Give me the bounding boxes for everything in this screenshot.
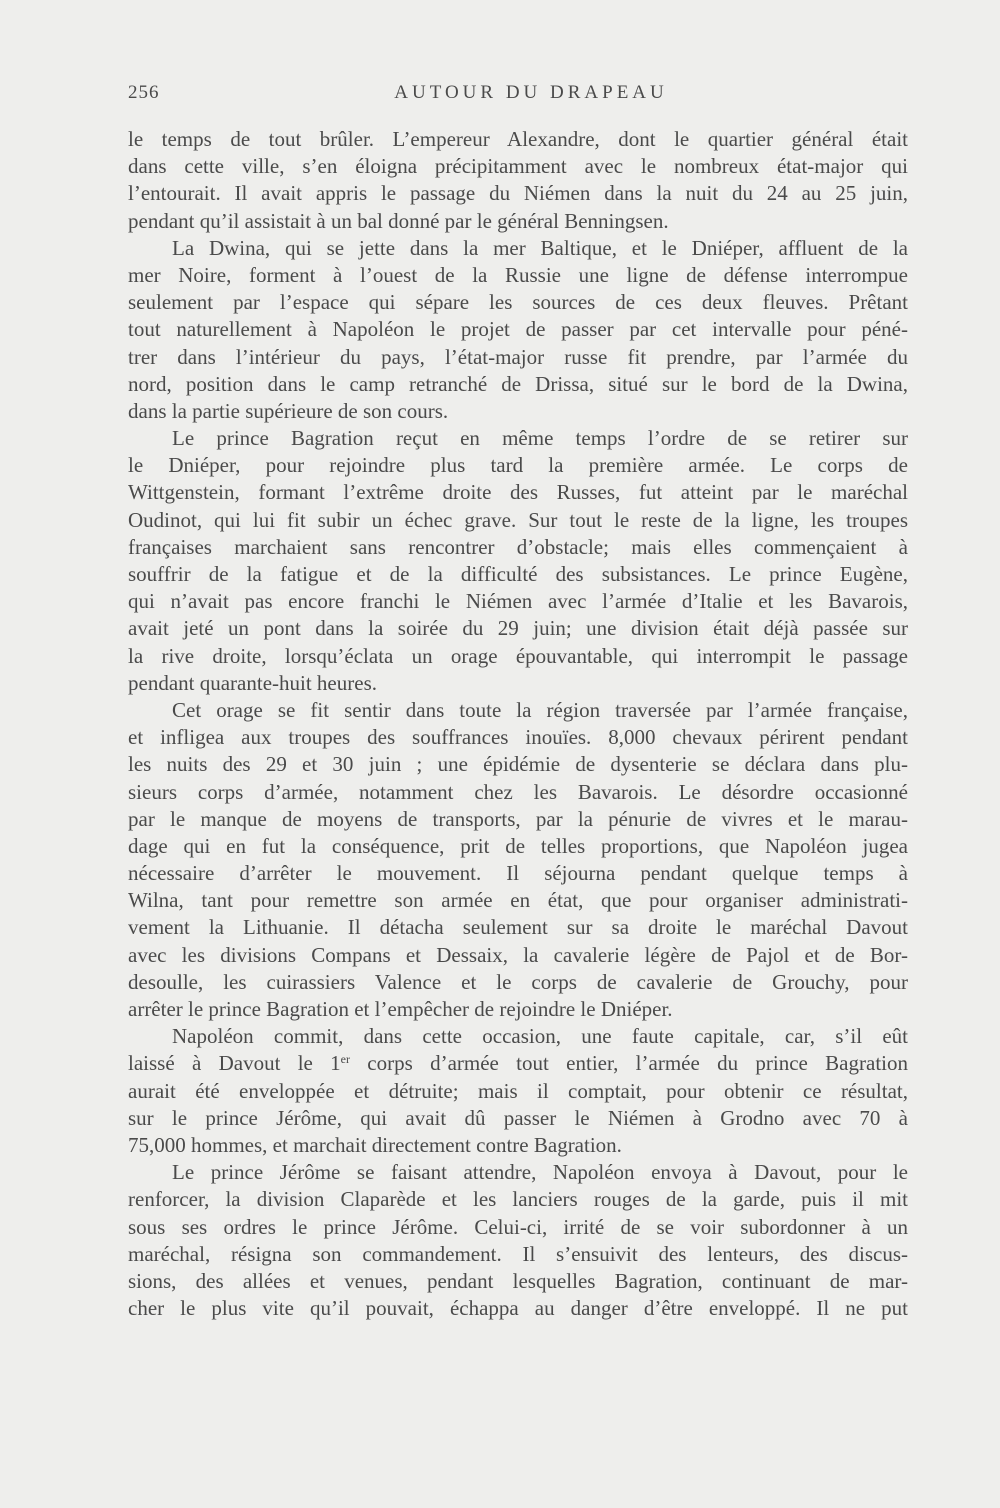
text-line: le Dniéper, pour rejoindre plus tard la première armée. Le corps de [128,453,908,478]
text-line: et infligea aux troupes des souffrances inouïes. 8,000 chevaux périrent pendant [128,725,908,750]
text-line: avait jeté un pont dans la soirée du 29 juin; une division était déjà passée sur [128,616,908,641]
running-title: AUTOUR DU DRAPEAU [394,82,668,103]
page-number: 256 [128,82,160,103]
text-line: nord, position dans le camp retranché de Drissa, situé sur le bord de la Dwina, [128,371,908,396]
text-line: souffrir de la fatigue et de la difficulté des subsistances. Le prince Eugène, [128,562,908,586]
text-line: desoulle, les cuirassiers Valence et le corps de cavalerie de Grouchy, pour [128,969,908,994]
text-line: seulement par l’espace qui sépare les sources de ces deux fleuves. Prêtant [128,290,908,315]
text-line: avec les divisions Compans et Dessaix, la cavalerie légère de Pajol et de Bor- [128,942,908,967]
text-line: renforcer, la division Claparède et les lanciers rouges de la garde, puis il mit [128,1187,908,1212]
text-line: sions, des allées et venues, pendant lesquelles Bagration, continuant de mar- [128,1268,908,1293]
text-line: maréchal, résigna son commandement. Il s’ensuivit des lenteurs, des discus- [128,1241,908,1266]
text-line: arrêter le prince Bagration et l’empêcher de rejoindre le Dniéper. [128,997,673,1021]
paragraph-first-line: Le prince Jérôme se faisant attendre, Napoléon envoya à Davout, pour le [172,1160,908,1185]
text-line: sieurs corps d’armée, notamment chez les Bavarois. Le désordre occasionné [128,779,908,804]
text-fragment: laissé à Davout le [128,1051,331,1076]
paragraph-first-line: Le prince Bagration reçut en même temps l’ordre de se retirer sur [172,426,908,451]
text-line: Wilna, tant pour remettre son armée en état, que pour organiser administrati- [128,888,908,913]
text-line: les nuits des 29 et 30 juin ; une épidémie de dysenterie se déclara dans plu- [128,752,908,777]
text-line: Oudinot, qui lui fit subir un échec grave. Sur tout le reste de la ligne, les troupes [128,507,908,532]
text-line: 75,000 hommes, et marchait directement contre Bagration. [128,1132,622,1157]
paragraph-first-line: La Dwina, qui se jette dans la mer Baltique, et le Dniéper, affluent de la [172,235,908,260]
text-line: françaises marchaient sans rencontrer d’obstacle; mais elles commençaient à [128,534,908,559]
text-fragment: corps d’armée tout entier, l’armée du prince Bagration [350,1051,908,1076]
text-line: vement la Lithuanie. Il détacha seulement sur sa droite le maréchal Davout [128,915,908,940]
text-line: pendant qu’il assistait à un bal donné par le général Benningsen. [128,208,669,233]
text-line: le temps de tout brûler. L’empereur Alexandre, dont le quartier général était [128,127,908,151]
text-line: dage qui en fut la conséquence, prit de telles proportions, que Napoléon jugea [128,833,908,858]
text-line: mer Noire, forment à l’ouest de la Russie une ligne de défense interrompue [128,262,908,287]
text-line: dans cette ville, s’en éloigna précipitamment avec le nombreux état-major qui [128,154,908,179]
text-line: qui n’avait pas encore franchi le Niémen avec l’armée d’Italie et les Bavarois, [128,589,908,614]
text-line: pendant quarante-huit heures. [128,670,377,695]
text-line: sur le prince Jérôme, qui avait dû passer le Niémen à Grodno avec 70 à [128,1105,908,1130]
ordinal-number: 1 [330,1051,341,1076]
text-line: dans la partie supérieure de son cours. [128,398,449,423]
text-line: sous ses ordres le prince Jérôme. Celui-ci, irrité de se voir subordonner à un [128,1214,908,1239]
text-line: la rive droite, lorsqu’éclata un orage épouvantable, qui interrompit le passage [128,643,908,668]
text-line: trer dans l’intérieur du pays, l’état-major russe fit prendre, par l’armée du [128,344,908,369]
text-line: Wittgenstein, formant l’extrême droite des Russes, fut atteint par le maréchal [128,480,908,505]
running-head [128,82,908,112]
text-line: par le manque de moyens de transports, par la pénurie de vivres et le marau- [128,806,908,831]
text-line-with-ordinal [128,1050,908,1077]
text-line: nécessaire d’arrêter le mouvement. Il séjourna pendant quelque temps à [128,861,908,886]
ordinal-superscript: er [340,1052,350,1067]
body-text [128,126,908,1322]
text-line: l’entourait. Il avait appris le passage du Niémen dans la nuit du 24 au 25 juin, [128,181,908,206]
paragraph-first-line: Napoléon commit, dans cette occasion, une faute capitale, car, s’il eût [172,1024,908,1049]
text-line: tout naturellement à Napoléon le projet de passer par cet intervalle pour péné- [128,317,908,342]
text-line: aurait été enveloppée et détruite; mais il comptait, pour obtenir ce résultat, [128,1078,908,1103]
paragraph-first-line: Cet orage se fit sentir dans toute la région traversée par l’armée française, [172,697,908,722]
text-line: cher le plus vite qu’il pouvait, échappa au danger d’être enveloppé. Il ne put [128,1296,908,1321]
